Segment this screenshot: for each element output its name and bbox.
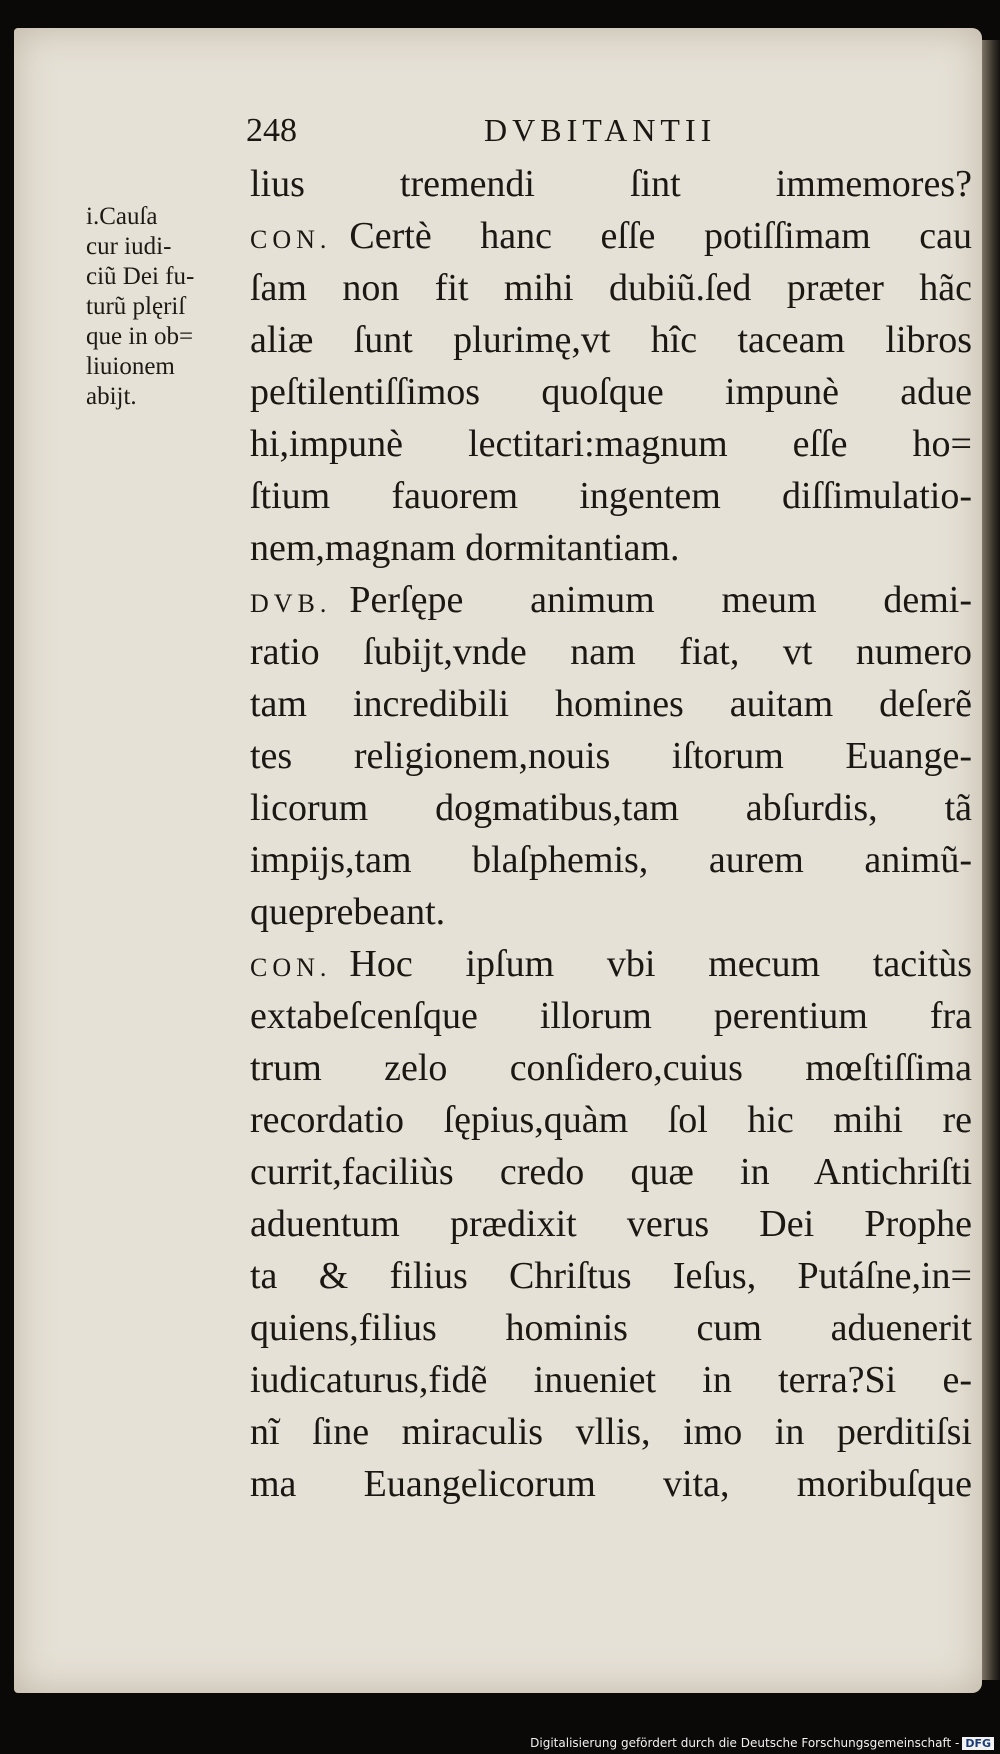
text-line <box>250 158 972 210</box>
line-text: trum zelo conſidero,cuius mœſtiſſima <box>250 1047 972 1089</box>
text-line <box>250 1094 972 1146</box>
speaker-label: CON. <box>250 953 332 982</box>
line-text: currit,faciliùs credo quæ in Antichriſti <box>250 1151 972 1193</box>
text-line <box>250 522 972 574</box>
line-text: extabeſcenſque illorum perentium fra <box>250 995 972 1037</box>
line-text: peſtilentiſſimos quoſque impunè adue <box>250 371 972 413</box>
dfg-logo: DFG <box>962 1737 994 1750</box>
text-line <box>250 678 972 730</box>
marginal-line: abijt. <box>86 383 137 410</box>
line-text: lius tremendi ſint immemores? <box>250 163 972 205</box>
line-text: ta & filius Chriſtus Ieſus, Putáſne,in= <box>250 1255 972 1297</box>
text-line <box>250 314 972 366</box>
line-text: queprebeant. <box>250 891 446 933</box>
text-line <box>250 470 972 522</box>
line-text: Certè hanc eſſe potiſſimam cau <box>349 215 972 257</box>
running-head: DVBITANTII <box>484 112 717 148</box>
line-text: recordatio ſępius,quàm ſol hic mihi re <box>250 1099 972 1141</box>
marginal-line: cur iudi- <box>86 233 172 260</box>
marginal-line: turũ plęriſ <box>86 293 186 320</box>
text-line <box>250 1146 972 1198</box>
line-text: aliæ ſunt plurimę,vt hîc taceam libros <box>250 319 972 361</box>
text-line <box>250 886 972 938</box>
speaker-label: CON. <box>250 225 332 254</box>
line-text: aduentum prædixit verus Dei Prophe <box>250 1203 972 1245</box>
line-text: licorum dogmatibus,tam abſurdis, tã <box>250 787 972 829</box>
marginal-note <box>86 202 248 412</box>
line-text: Perſępe animum meum demi- <box>349 579 972 621</box>
line-text: impijs,tam blaſphemis, aurem animũ- <box>250 839 972 881</box>
line-text: tes religionem,nouis iſtorum Euange- <box>250 735 972 777</box>
line-text: iudicaturus,fidẽ inueniet in terra?Si e- <box>250 1359 972 1401</box>
body-text <box>250 158 972 1510</box>
marginal-line: que in ob= <box>86 323 194 350</box>
text-line <box>250 210 972 262</box>
text-line <box>250 1354 972 1406</box>
text-line <box>250 574 972 626</box>
speaker-label: DVB. <box>250 589 332 618</box>
line-text: tam incredibili homines auitam deſerẽ <box>250 683 972 725</box>
text-line <box>250 730 972 782</box>
credit-text: Digitalisierung gefördert durch die Deutsche Forschungsgemeinschaft - <box>530 1736 960 1750</box>
page-number: 248 <box>246 112 297 149</box>
page-header <box>246 112 966 156</box>
line-text: Hoc ipſum vbi mecum tacitùs <box>349 943 972 985</box>
text-line <box>250 1198 972 1250</box>
line-text: ſtium fauorem ingentem diſſimulatio- <box>250 475 972 517</box>
text-line <box>250 1302 972 1354</box>
line-text: ſam non fit mihi dubiũ.ſed præter hãc <box>250 267 972 309</box>
marginal-line: i.Cauſa <box>86 203 158 230</box>
line-text: hi,impunè lectitari:magnum eſſe ho= <box>250 423 972 465</box>
text-line <box>250 782 972 834</box>
line-text: nem,magnam dormitantiam. <box>250 527 680 569</box>
line-text: quiens,filius hominis cum aduenerit <box>250 1307 972 1349</box>
text-line <box>250 1406 972 1458</box>
text-line <box>250 1250 972 1302</box>
text-line <box>250 418 972 470</box>
marginal-line: liuionem <box>86 353 175 380</box>
text-line <box>250 834 972 886</box>
text-line <box>250 626 972 678</box>
page-edge <box>982 40 1000 1680</box>
text-line <box>250 366 972 418</box>
line-text: ratio ſubijt,vnde nam fiat, vt numero <box>250 631 972 673</box>
text-line <box>250 262 972 314</box>
text-line <box>250 990 972 1042</box>
text-line <box>250 1458 972 1510</box>
text-line <box>250 1042 972 1094</box>
marginal-line: ciũ Dei fu- <box>86 263 195 290</box>
digitization-credit <box>530 1736 994 1750</box>
line-text: ma Euangelicorum vita, moribuſque <box>250 1463 972 1505</box>
text-line <box>250 938 972 990</box>
line-text: nĩ ſine miraculis vllis, imo in perditiſsi <box>250 1411 972 1453</box>
